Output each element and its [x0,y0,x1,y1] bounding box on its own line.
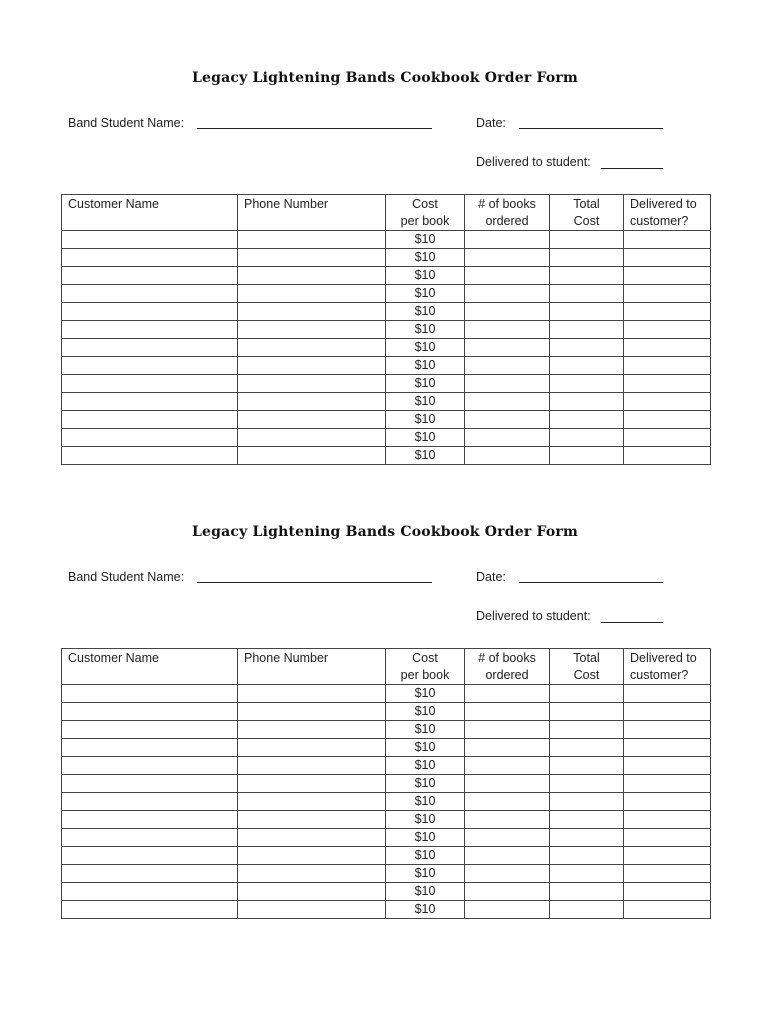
delivered-to-student-label: Delivered to student: [476,609,591,623]
delivered-to-customer-cell[interactable] [624,775,711,793]
cost-per-book-cell: $10 [386,393,465,411]
books-ordered-cell[interactable] [465,285,550,303]
books-ordered-cell[interactable] [465,267,550,285]
phone-number-cell[interactable] [238,357,386,375]
cost-per-book-cell: $10 [386,829,465,847]
col-delivered-to-customer: Delivered to customer? [624,195,711,231]
delivered-to-customer-cell[interactable] [624,285,711,303]
customer-name-cell[interactable] [62,249,238,267]
cost-per-book-cell: $10 [386,793,465,811]
books-ordered-cell[interactable] [465,411,550,429]
total-cost-cell[interactable] [550,303,624,321]
customer-name-cell[interactable] [62,811,238,829]
customer-name-cell[interactable] [62,429,238,447]
books-ordered-cell[interactable] [465,811,550,829]
delivered-to-customer-cell[interactable] [624,447,711,465]
delivered-to-customer-cell[interactable] [624,811,711,829]
col-books-ordered: # of books ordered [465,195,550,231]
delivered-to-student-field[interactable] [601,622,663,623]
table-row [62,339,711,357]
books-ordered-cell[interactable] [465,375,550,393]
delivered-to-customer-cell[interactable] [624,429,711,447]
student-name-field[interactable] [197,582,432,583]
customer-name-cell[interactable] [62,267,238,285]
phone-number-cell[interactable] [238,685,386,703]
total-cost-cell[interactable] [550,811,624,829]
total-cost-cell[interactable] [550,883,624,901]
table-header-row [62,649,711,685]
customer-name-cell[interactable] [62,375,238,393]
customer-name-cell[interactable] [62,775,238,793]
cost-per-book-cell: $10 [386,231,465,249]
phone-number-cell[interactable] [238,775,386,793]
books-ordered-cell[interactable] [465,429,550,447]
phone-number-cell[interactable] [238,793,386,811]
books-ordered-cell[interactable] [465,901,550,919]
books-ordered-cell[interactable] [465,865,550,883]
cost-per-book-cell: $10 [386,847,465,865]
delivered-to-customer-cell[interactable] [624,339,711,357]
date-field[interactable] [519,582,663,583]
customer-name-cell[interactable] [62,865,238,883]
student-name-field[interactable] [197,128,432,129]
delivered-to-student-field[interactable] [601,168,663,169]
customer-name-cell[interactable] [62,303,238,321]
cost-per-book-cell: $10 [386,775,465,793]
total-cost-cell[interactable] [550,267,624,285]
table-row [62,703,711,721]
cost-per-book-cell: $10 [386,865,465,883]
total-cost-cell[interactable] [550,685,624,703]
delivered-to-customer-cell[interactable] [624,865,711,883]
customer-name-cell[interactable] [62,883,238,901]
total-cost-cell[interactable] [550,231,624,249]
total-cost-cell[interactable] [550,393,624,411]
cost-per-book-cell: $10 [386,285,465,303]
delivered-to-customer-cell[interactable] [624,847,711,865]
books-ordered-cell[interactable] [465,357,550,375]
cost-per-book-cell: $10 [386,739,465,757]
cost-per-book-cell: $10 [386,339,465,357]
table-row [62,721,711,739]
col-delivered-to-customer: Delivered to customer? [624,649,711,685]
customer-name-cell[interactable] [62,721,238,739]
delivered-to-customer-cell[interactable] [624,829,711,847]
total-cost-cell[interactable] [550,793,624,811]
table-row [62,267,711,285]
col-customer-name: Customer Name [62,195,238,231]
phone-number-cell[interactable] [238,901,386,919]
phone-number-cell[interactable] [238,721,386,739]
delivered-to-customer-cell[interactable] [624,411,711,429]
phone-number-cell[interactable] [238,811,386,829]
books-ordered-cell[interactable] [465,393,550,411]
table-row [62,429,711,447]
delivered-to-customer-cell[interactable] [624,249,711,267]
total-cost-cell[interactable] [550,829,624,847]
cost-per-book-cell: $10 [386,249,465,267]
customer-name-cell[interactable] [62,393,238,411]
total-cost-cell[interactable] [550,847,624,865]
table-header-row [62,195,711,231]
books-ordered-cell[interactable] [465,685,550,703]
delivered-to-customer-cell[interactable] [624,685,711,703]
table-row [62,883,711,901]
customer-name-cell[interactable] [62,285,238,303]
cost-per-book-cell: $10 [386,411,465,429]
delivered-to-customer-cell[interactable] [624,303,711,321]
customer-name-cell[interactable] [62,321,238,339]
delivered-to-customer-cell[interactable] [624,757,711,775]
order-table [61,194,711,465]
customer-name-cell[interactable] [62,685,238,703]
cost-per-book-cell: $10 [386,901,465,919]
customer-name-cell[interactable] [62,847,238,865]
form-title: Legacy Lightening Bands Cookbook Order Form [192,524,578,540]
table-row [62,321,711,339]
cost-per-book-cell: $10 [386,757,465,775]
table-row [62,285,711,303]
cost-per-book-cell: $10 [386,267,465,285]
col-phone-number: Phone Number [238,195,386,231]
table-row [62,793,711,811]
total-cost-cell[interactable] [550,739,624,757]
delivered-to-customer-cell[interactable] [624,357,711,375]
phone-number-cell[interactable] [238,249,386,267]
table-row [62,393,711,411]
total-cost-cell[interactable] [550,865,624,883]
customer-name-cell[interactable] [62,339,238,357]
total-cost-cell[interactable] [550,285,624,303]
table-row [62,757,711,775]
phone-number-cell[interactable] [238,447,386,465]
phone-number-cell[interactable] [238,739,386,757]
cost-per-book-cell: $10 [386,375,465,393]
col-customer-name: Customer Name [62,649,238,685]
student-name-label: Band Student Name: [68,570,185,584]
books-ordered-cell[interactable] [465,339,550,357]
phone-number-cell[interactable] [238,703,386,721]
customer-name-cell[interactable] [62,357,238,375]
col-phone-number: Phone Number [238,649,386,685]
col-total-cost: Total Cost [550,195,624,231]
total-cost-cell[interactable] [550,339,624,357]
customer-name-cell[interactable] [62,447,238,465]
cost-per-book-cell: $10 [386,703,465,721]
table-row [62,357,711,375]
books-ordered-cell[interactable] [465,703,550,721]
books-ordered-cell[interactable] [465,739,550,757]
books-ordered-cell[interactable] [465,721,550,739]
customer-name-cell[interactable] [62,901,238,919]
delivered-to-customer-cell[interactable] [624,883,711,901]
table-row [62,231,711,249]
cost-per-book-cell: $10 [386,721,465,739]
total-cost-cell[interactable] [550,375,624,393]
table-row [62,865,711,883]
phone-number-cell[interactable] [238,429,386,447]
books-ordered-cell[interactable] [465,303,550,321]
table-row [62,447,711,465]
total-cost-cell[interactable] [550,901,624,919]
phone-number-cell[interactable] [238,883,386,901]
date-label: Date: [476,570,506,584]
delivered-to-customer-cell[interactable] [624,721,711,739]
total-cost-cell[interactable] [550,775,624,793]
table-row [62,685,711,703]
customer-name-cell[interactable] [62,757,238,775]
cost-per-book-cell: $10 [386,303,465,321]
cost-per-book-cell: $10 [386,321,465,339]
total-cost-cell[interactable] [550,703,624,721]
phone-number-cell[interactable] [238,865,386,883]
phone-number-cell[interactable] [238,267,386,285]
phone-number-cell[interactable] [238,393,386,411]
col-total-cost: Total Cost [550,649,624,685]
books-ordered-cell[interactable] [465,847,550,865]
cost-per-book-cell: $10 [386,685,465,703]
books-ordered-cell[interactable] [465,249,550,267]
books-ordered-cell[interactable] [465,829,550,847]
date-label: Date: [476,116,506,130]
customer-name-cell[interactable] [62,829,238,847]
phone-number-cell[interactable] [238,829,386,847]
customer-name-cell[interactable] [62,231,238,249]
cost-per-book-cell: $10 [386,357,465,375]
table-row [62,739,711,757]
col-books-ordered: # of books ordered [465,649,550,685]
cost-per-book-cell: $10 [386,447,465,465]
delivered-to-customer-cell[interactable] [624,231,711,249]
delivered-to-customer-cell[interactable] [624,267,711,285]
form-title: Legacy Lightening Bands Cookbook Order Form [192,70,578,86]
customer-name-cell[interactable] [62,411,238,429]
cost-per-book-cell: $10 [386,429,465,447]
phone-number-cell[interactable] [238,757,386,775]
total-cost-cell[interactable] [550,721,624,739]
customer-name-cell[interactable] [62,739,238,757]
delivered-to-customer-cell[interactable] [624,793,711,811]
delivered-to-customer-cell[interactable] [624,321,711,339]
total-cost-cell[interactable] [550,411,624,429]
delivered-to-customer-cell[interactable] [624,375,711,393]
table-row [62,829,711,847]
books-ordered-cell[interactable] [465,793,550,811]
delivered-to-customer-cell[interactable] [624,739,711,757]
phone-number-cell[interactable] [238,285,386,303]
total-cost-cell[interactable] [550,757,624,775]
table-row [62,775,711,793]
col-cost-per-book: Cost per book [386,649,465,685]
table-row [62,847,711,865]
cost-per-book-cell: $10 [386,883,465,901]
total-cost-cell[interactable] [550,447,624,465]
phone-number-cell[interactable] [238,339,386,357]
delivered-to-customer-cell[interactable] [624,393,711,411]
order-table [61,648,711,919]
books-ordered-cell[interactable] [465,775,550,793]
total-cost-cell[interactable] [550,249,624,267]
table-row [62,901,711,919]
student-name-label: Band Student Name: [68,116,185,130]
phone-number-cell[interactable] [238,303,386,321]
books-ordered-cell[interactable] [465,321,550,339]
customer-name-cell[interactable] [62,793,238,811]
total-cost-cell[interactable] [550,321,624,339]
delivered-to-customer-cell[interactable] [624,901,711,919]
total-cost-cell[interactable] [550,357,624,375]
customer-name-cell[interactable] [62,703,238,721]
phone-number-cell[interactable] [238,847,386,865]
col-cost-per-book: Cost per book [386,195,465,231]
table-row [62,249,711,267]
books-ordered-cell[interactable] [465,447,550,465]
total-cost-cell[interactable] [550,429,624,447]
table-row [62,375,711,393]
phone-number-cell[interactable] [238,231,386,249]
books-ordered-cell[interactable] [465,757,550,775]
delivered-to-customer-cell[interactable] [624,703,711,721]
books-ordered-cell[interactable] [465,231,550,249]
table-row [62,411,711,429]
date-field[interactable] [519,128,663,129]
cost-per-book-cell: $10 [386,811,465,829]
phone-number-cell[interactable] [238,411,386,429]
phone-number-cell[interactable] [238,375,386,393]
table-row [62,303,711,321]
phone-number-cell[interactable] [238,321,386,339]
books-ordered-cell[interactable] [465,883,550,901]
delivered-to-student-label: Delivered to student: [476,155,591,169]
table-row [62,811,711,829]
